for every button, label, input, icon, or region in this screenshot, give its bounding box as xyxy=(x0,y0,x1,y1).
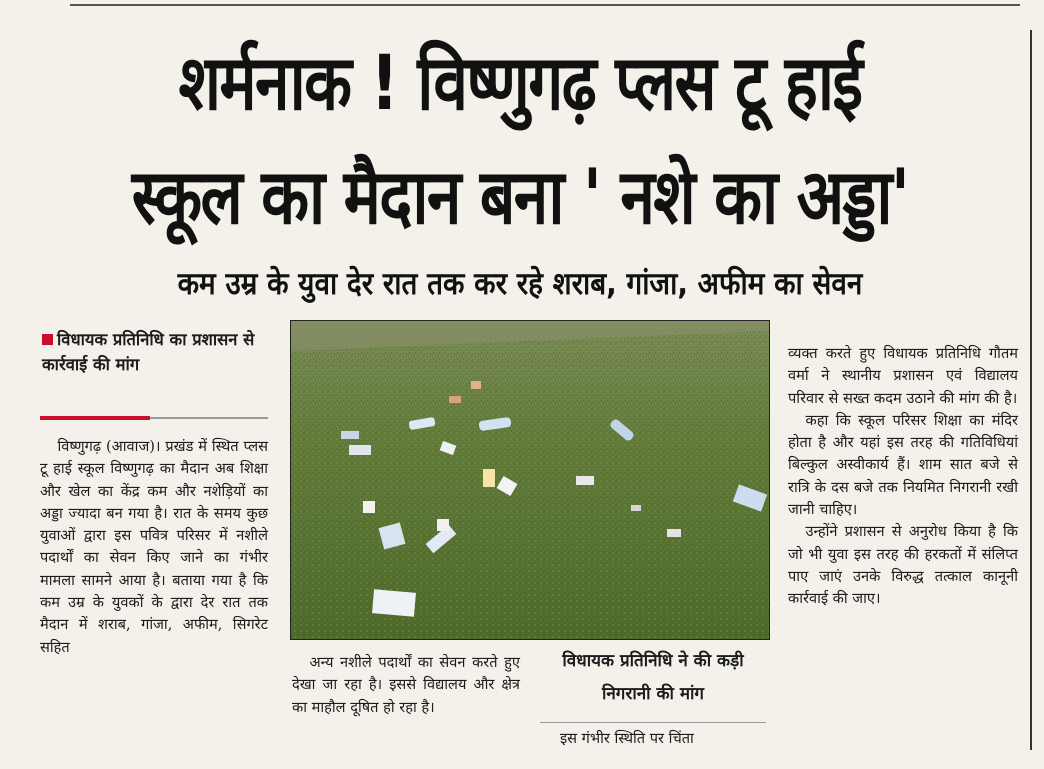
article-column-3 xyxy=(788,343,1018,611)
side-heading xyxy=(42,327,264,377)
grey-underline xyxy=(150,417,268,419)
red-square-bullet xyxy=(42,334,53,345)
red-underline xyxy=(40,416,150,420)
headline-line-1: शर्मनाक ! विष्णुगढ़ प्लस टू हाई xyxy=(178,38,862,127)
pull-quote: विधायक प्रतिनिधि ने की कड़ी निगरानी की मांग xyxy=(562,651,744,704)
article-column-1 xyxy=(40,436,268,659)
subheadline: कम उम्र के युवा देर रात तक कर रहे शराब, गांजा, अफीम का सेवन xyxy=(177,266,863,302)
photo-illustration xyxy=(291,321,769,639)
right-column-rule xyxy=(1030,30,1032,750)
headline-line-2: स्कूल का मैदान बना ' नशे का अड्डा' xyxy=(131,152,909,241)
article-paragraph: व्यक्त करते हुए विधायक प्रतिनिधि गौतम वर्मा ने स्थानीय प्रशासन एवं विद्यालय परिवार से सख्त कदम उठाने की मांग की है। xyxy=(788,345,1018,407)
column-2-tail-text: इस गंभीर स्थिति पर चिंता xyxy=(560,730,694,747)
pull-quote-rule xyxy=(540,722,766,723)
top-divider xyxy=(70,4,1020,6)
article-paragraph: उन्होंने प्रशासन से अनुरोध किया है कि जो भी युवा इस तरह की हरकतों में संलिप्त पाए जाएं उनके विरुद्ध तत्काल कानूनी कार्रवाई की जाए। xyxy=(788,523,1018,608)
article-paragraph: अन्य नशीले पदार्थों का सेवन करते हुए देखा जा रहा है। इससे विद्यालय और क्षेत्र का माहौल दूषित हो रहा है। xyxy=(292,654,520,716)
article-paragraph: कहा कि स्कूल परिसर शिक्षा का मंदिर होता है और यहां इस तरह की गतिविधियां बिल्कुल अस्वीकार्य हैं। शाम सात बजे से रात्रि के दस बजे तक नियमित निगरानी रखी जानी चाहिए। xyxy=(788,411,1018,519)
side-heading-text: विधायक प्रतिनिधि का प्रशासन से कार्रवाई की मांग xyxy=(42,330,255,374)
article-paragraph: विष्णुगढ़ (आवाज)। प्रखंड में स्थित प्लस टू हाई स्कूल विष्णुगढ़ का मैदान अब शिक्षा और खेल का केंद्र कम और नशेड़ियों का अड्डा ज्यादा बन गया है। रात के समय कुछ युवाओं द्वारा इस पवित्र परिसर में नशीले पदार्थों का सेवन किए जाने का गंभीर मामला सामने आया है। बताया गया है कि कम उम्र के युवकों के द्वारा देर रात तक मैदान में शराब, गांजा, अफीम, सिगरेट सहित xyxy=(40,438,268,656)
news-photo-ground-litter xyxy=(290,320,770,640)
article-column-2 xyxy=(292,652,520,719)
